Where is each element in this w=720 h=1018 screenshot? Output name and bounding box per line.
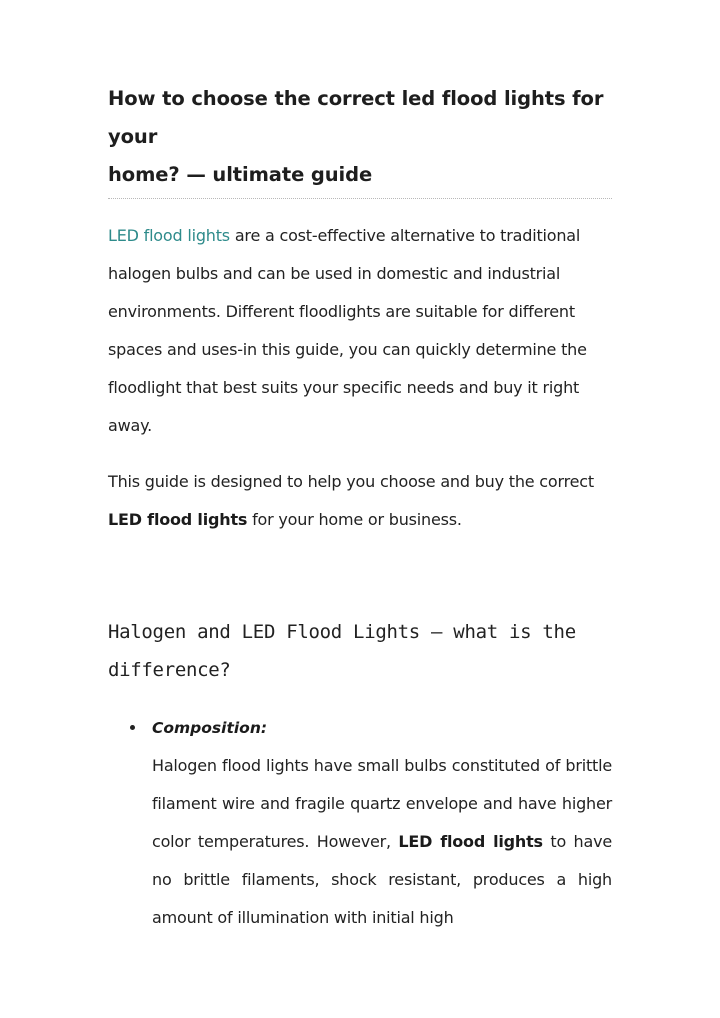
document-page — [108, 80, 612, 937]
bullet-body — [152, 747, 612, 937]
intro-paragraph — [108, 217, 612, 445]
bullet-body-bold: LED flood lights — [398, 832, 543, 851]
bullet-body-text-before: Halogen flood lights have small bulbs constituted of brittle filament wire and fragile quartz envelope and have higher color temperatures. However, — [152, 756, 612, 851]
list-item — [108, 709, 612, 937]
intro-text: are a cost-effective alternative to traditional halogen bulbs and can be used in domestic and industrial environments. Different floodlights are suitable for different spaces and uses-in this guide, you can quickly determine the floodlight that best suits your specific needs and buy it right away. — [108, 226, 587, 435]
guide-text-before: This guide is designed to help you choose and buy the correct — [108, 472, 594, 491]
comparison-list — [108, 709, 612, 937]
bullet-heading: Composition: — [152, 719, 268, 737]
guide-text-after: for your home or business. — [247, 510, 462, 529]
article-title-line-1: How to choose the correct led flood lights for your — [108, 87, 604, 148]
article-title — [108, 80, 612, 194]
section-heading: Halogen and LED Flood Lights – what is the difference? — [108, 621, 576, 681]
guide-paragraph — [108, 463, 612, 539]
bullet-icon — [130, 725, 135, 730]
guide-bold-text: LED flood lights — [108, 510, 248, 529]
article-title-line-2: home? — ultimate guide — [108, 163, 373, 186]
title-divider — [108, 198, 612, 199]
bullet-body-text-after: to have no brittle filaments, shock resistant, produces a high amount of illumination with initial high — [152, 832, 612, 927]
led-flood-lights-link[interactable]: LED flood lights — [108, 226, 230, 245]
